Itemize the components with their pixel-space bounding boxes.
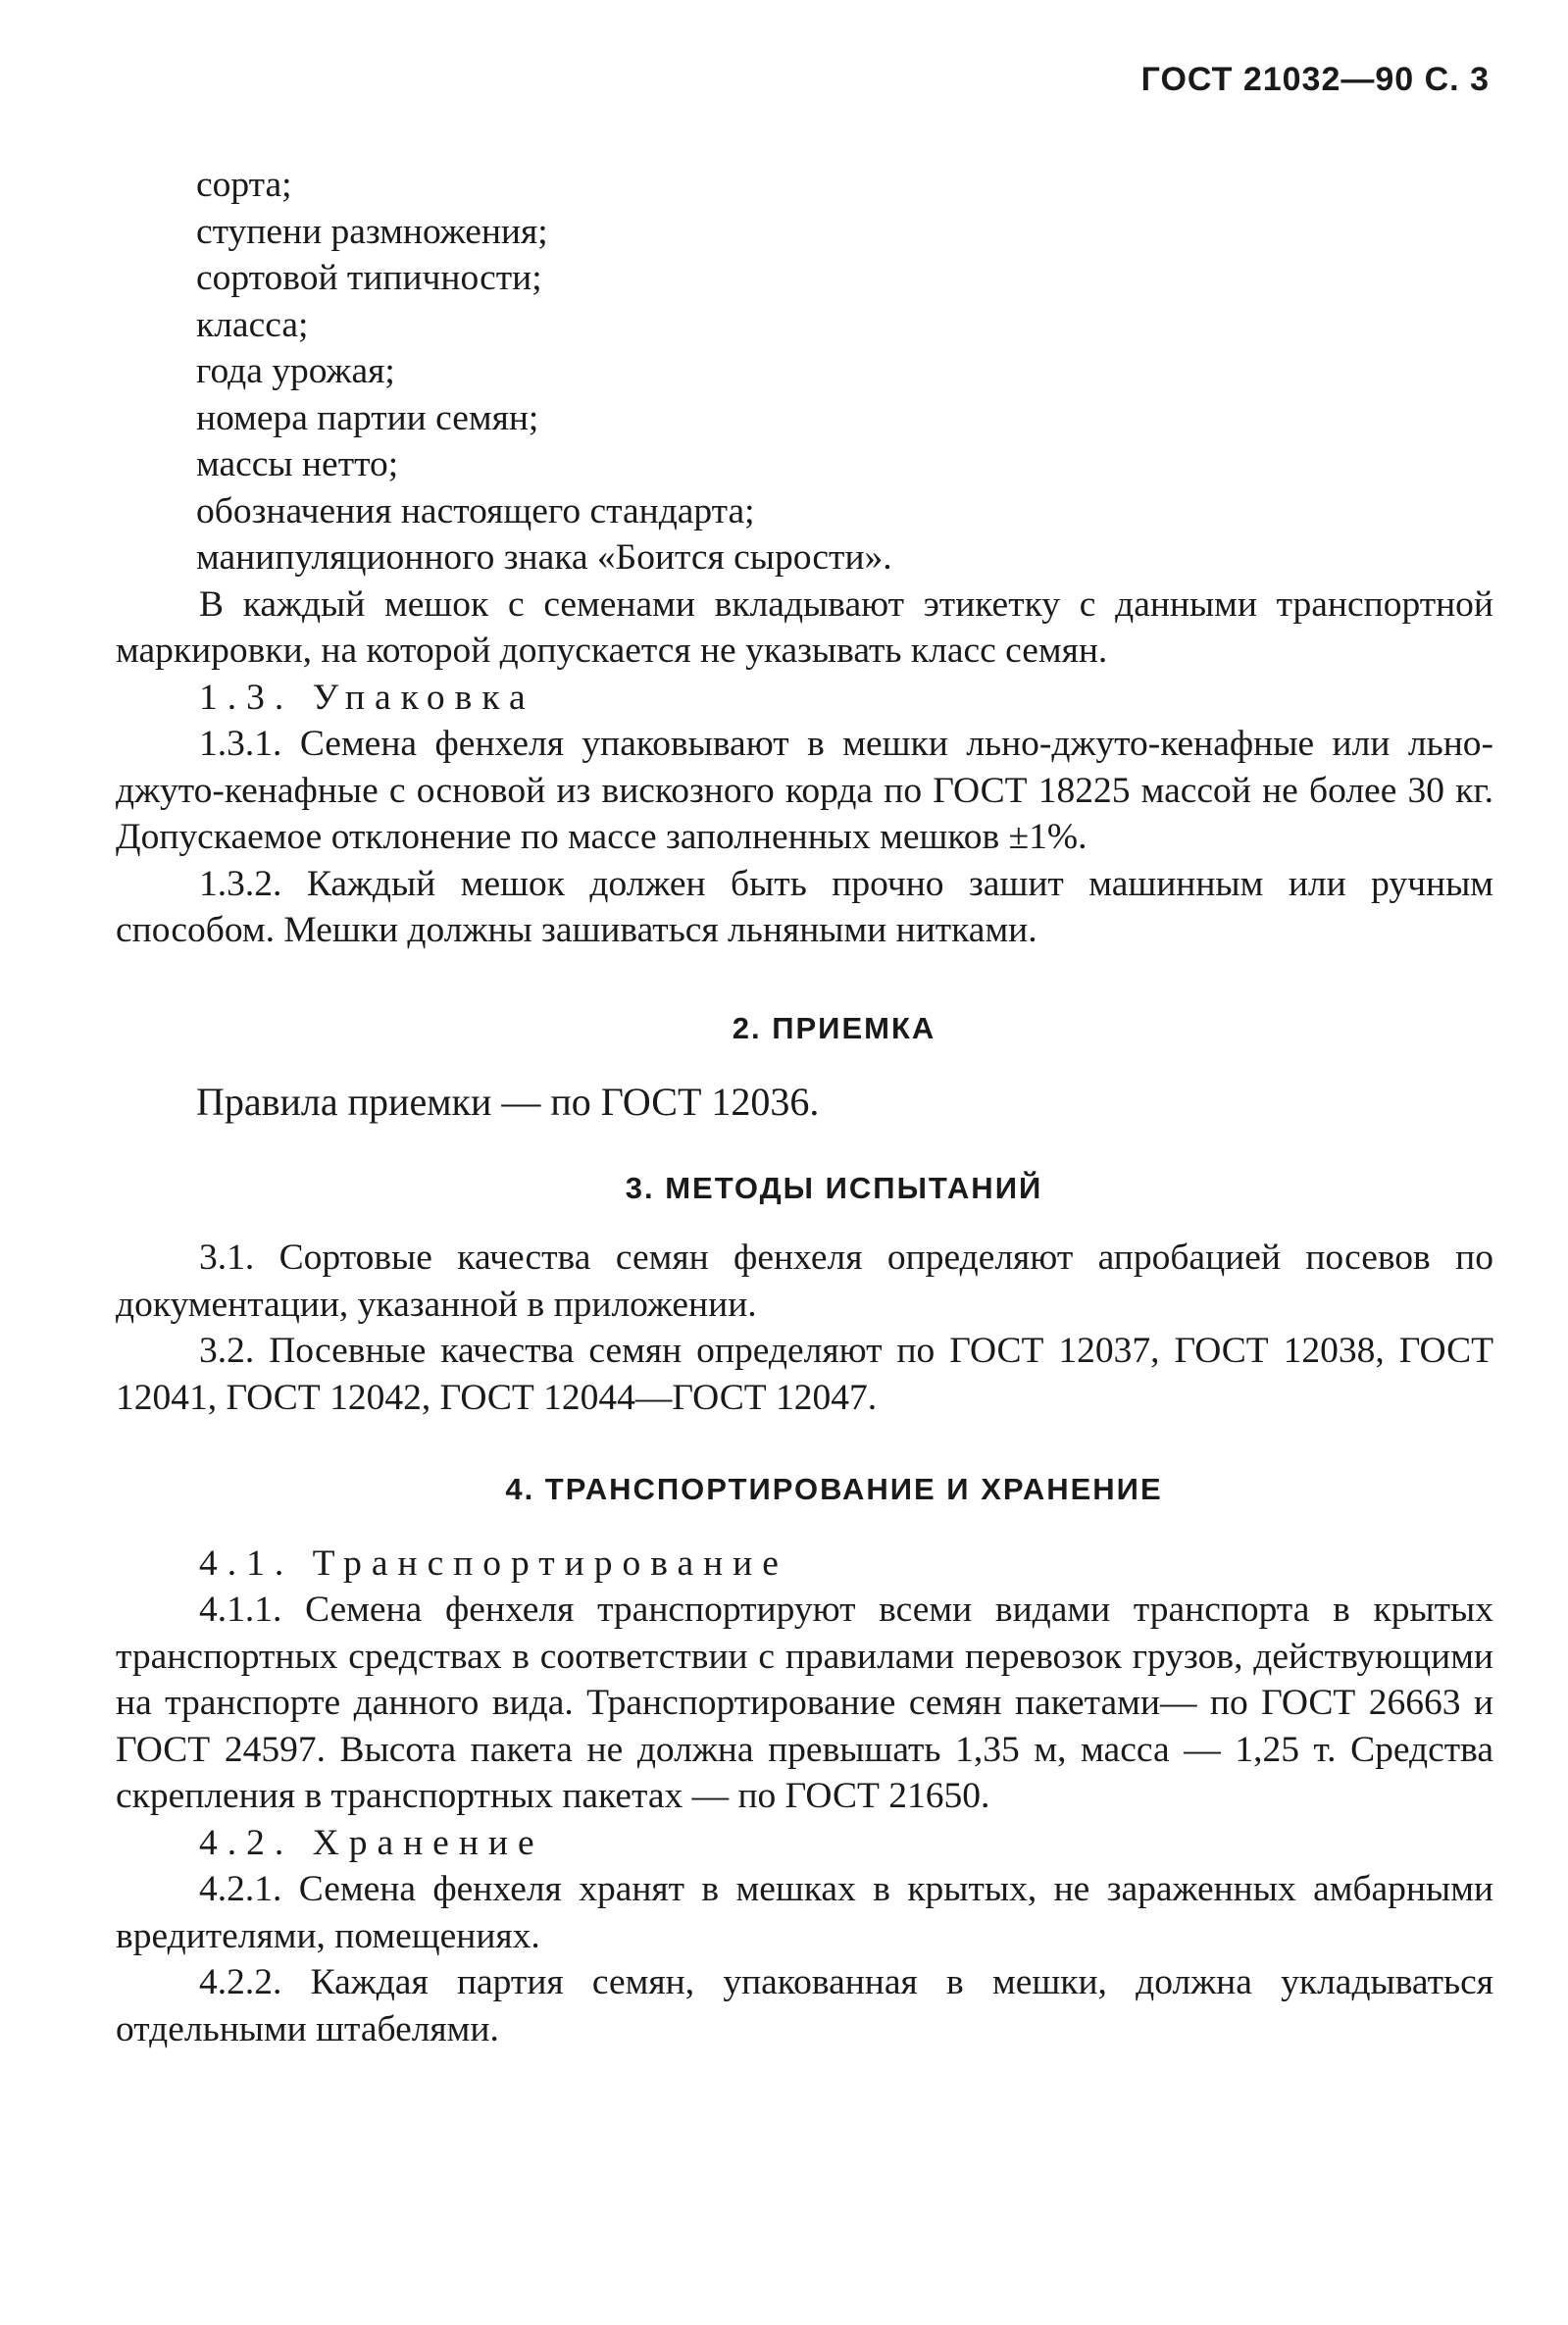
list-item: сорта; xyxy=(196,165,292,205)
clause-3-2: 3.2. Посевные качества семян определяют по ГОСТ 12037, ГОСТ 12038, ГОСТ 12041, ГОСТ 12042, ГОСТ 12044—ГОСТ 12047. xyxy=(116,1331,1493,1418)
clause-4-1-1: 4.1.1. Семена фенхеля транспортируют всеми видами транспорта в крытых транспортных средствах в соответствии с правилами перевозок грузов, действующими на транспорте данного вида. Транспортирование семян пакетами— по ГОСТ 26663 и ГОСТ 24597. Высота пакета не должна превышать 1,35 м, масса — 1,25 т. Средства скрепления в транспортных пакетах — по ГОСТ 21650. xyxy=(116,1590,1493,1816)
section-heading-transport-storage: 4. ТРАНСПОРТИРОВАНИЕ И ХРАНЕНИЕ xyxy=(505,1472,1163,1506)
list-item: года урожая; xyxy=(196,351,395,391)
list-item: класса; xyxy=(196,304,309,345)
marking-list xyxy=(116,162,1493,581)
subsection-title-packing: 1.3. Упаковка xyxy=(199,677,535,718)
clause-4-2-2: 4.2.2. Каждая партия семян, упакованная в мешки, должна укладываться отдельными штабелями. xyxy=(116,1962,1493,2049)
list-item: манипуляционного знака «Боится сырости». xyxy=(196,537,892,578)
section-heading-acceptance: 2. ПРИЕМКА xyxy=(732,1010,936,1045)
list-item: обозначения настоящего стандарта; xyxy=(196,490,755,531)
list-item: сортовой типичности; xyxy=(196,258,542,298)
list-item: номера партии семян; xyxy=(196,397,539,438)
list-item: массы нетто; xyxy=(196,444,399,484)
clause-1-3-1: 1.3.1. Семена фенхеля упаковывают в мешки льно-джуто-кенафные или льно-джуто-кенафные с основой из вискозного корда по ГОСТ 18225 массой не более 30 кг. Допускаемое отклонение по массе заполненных мешков ±1%. xyxy=(116,724,1493,857)
list-item: ступени размножения; xyxy=(196,211,548,252)
clause-3-1: 3.1. Сортовые качества семян фенхеля определяют апробацией посевов по документации, указанной в приложении. xyxy=(116,1238,1493,1325)
label-paragraph: В каждый мешок с семенами вкладывают этикетку с данными транспортной маркировки, на которой допускается не указывать класс семян. xyxy=(116,583,1493,671)
clause-4-2-1: 4.2.1. Семена фенхеля хранят в мешках в крытых, не зараженных амбарными вредителями, помещениях. xyxy=(116,1869,1493,1956)
subsection-title-transport: 4.1. Транспортирование xyxy=(199,1542,788,1584)
subsection-title-storage: 4.2. Хранение xyxy=(199,1822,544,1863)
section-heading-test-methods: 3. МЕТОДЫ ИСПЫТАНИЙ xyxy=(625,1170,1043,1205)
acceptance-rules: Правила приемки — по ГОСТ 12036. xyxy=(196,1080,820,1124)
clause-1-3-2: 1.3.2. Каждый мешок должен быть прочно зашит машинным или ручным способом. Мешки должны зашиваться льняными нитками. xyxy=(116,863,1493,950)
running-header: ГОСТ 21032—90 С. 3 xyxy=(1140,61,1490,98)
document-body xyxy=(116,162,1493,2052)
